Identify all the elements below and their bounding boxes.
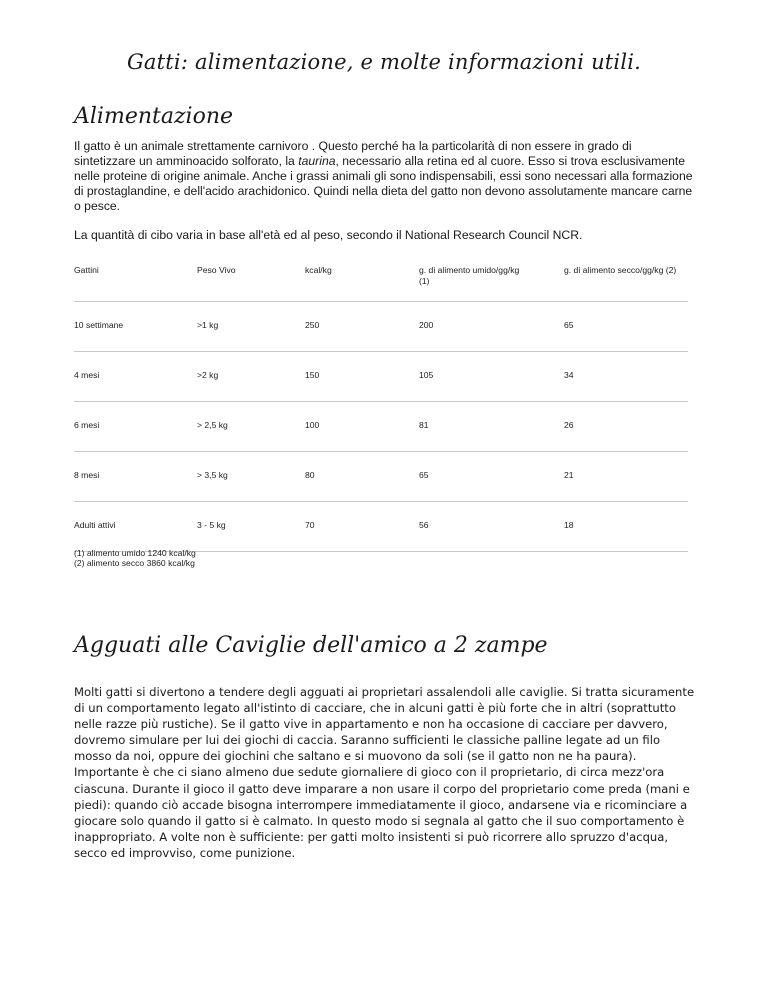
intro-text-part: Il gatto è un animale strettamente carnivoro . Questo perché ha la particolarità di non essere in grado di sintetizzare un amminoacido solforato, la [74,139,632,168]
table-cell: 56 [419,520,429,530]
intro-paragraph [74,139,694,214]
table-cell: 10 settimane [74,320,124,330]
table-header-row [74,253,688,302]
ncr-paragraph: La quantità di cibo varia in base all'età ed al peso, secondo il National Research Council NCR. [74,228,583,242]
table-note: (1) alimento umido 1240 kcal/kg [74,548,196,558]
section-heading-alimentazione: Alimentazione [74,104,234,129]
table-cell: 105 [419,370,434,380]
food-quantity-table [74,253,688,552]
table-row [74,352,688,402]
table-cell: 3 - 5 kg [197,520,226,530]
table-cell: 4 mesi [74,370,100,380]
table-cell: 65 [419,470,429,480]
table-header-cell: Peso Vivo [197,265,236,275]
table-cell: Adulti attivi [74,520,116,530]
section-heading-agguati: Agguati alle Caviglie dell'amico a 2 zampe [74,633,548,658]
table-cell: 34 [564,370,574,380]
table-cell: 70 [305,520,315,530]
table-cell: >1 kg [197,320,219,330]
intro-text-part: , necessario alla retina ed al cuore. Esso si trova esclusivamente nelle proteine di origine animale. Anche i grassi animali gli sono indispensabili, essi sono necessari alla formazione di prostaglandine, e dell'acido arachidonico. Quindi nella dieta del gatto non devono assolutamente mancare carne o pesce. [74,153,693,213]
table-header-cell: kcal/kg [305,265,332,275]
table-cell: 100 [305,420,320,430]
table-cell: 81 [419,420,429,430]
table-header-cell: Gattini [74,265,99,275]
table-cell: >2 kg [197,370,219,380]
table-cell: > 2,5 kg [197,420,228,430]
table-row [74,302,688,352]
table-cell: 150 [305,370,320,380]
table-cell: 21 [564,470,574,480]
table-header-cell: g. di alimento secco/gg/kg (2) [564,265,677,275]
table-cell: 250 [305,320,320,330]
table-header-cell: g. di alimento umido/gg/kg (1) [419,265,520,286]
table-cell: 26 [564,420,574,430]
table-row [74,502,688,552]
table-cell: 200 [419,320,434,330]
table-cell: 8 mesi [74,470,100,480]
table-cell: 80 [305,470,315,480]
table-row [74,452,688,502]
table-note: (2) alimento secco 3860 kcal/kg [74,558,195,568]
taurina-term: taurina [298,153,336,168]
table-cell: 65 [564,320,574,330]
page-title: Gatti: alimentazione, e molte informazioni utili. [126,50,642,74]
agguati-paragraph: Molti gatti si divertono a tendere degli agguati ai proprietari assalendoli alle caviglie. Si tratta sicuramente di un comportamento legato all'istinto di cacciare, che in alcuni gatti è più forte che in altri (soprattutto nelle razze più rustiche). Se il gatto vive in appartamento e non ha occasione di cacciare per davvero, dovremo simulare per lui dei giochi di caccia. Saranno sufficienti le classiche palline legate ad un filo mosso da noi, oppure dei giochini che saltano e si muovono da soli (se il gatto non ne ha paura). Importante è che ci siano almeno due sedute giornaliere di gioco con il proprietario, di circa mezz'ora ciascuna. Durante il gioco il gatto deve imparare a non usare il corpo del proprietario come preda (mani e piedi): quando ciò accade bisogna interrompere immediatamente il gioco, andarsene via e ricominciare a giocare solo quando il gatto si è calmato. In questo modo si segnala al gatto che il suo comportamento è inappropriato. A volte non è sufficiente: per gatti molto insistenti si può ricorrere allo spruzzo d'acqua, secco ed improvviso, come punizione. [74,685,695,860]
table-notes [74,548,196,568]
table-row [74,402,688,452]
table-cell: 6 mesi [74,420,100,430]
table-cell: 18 [564,520,574,530]
table-cell: > 3,5 kg [197,470,228,480]
